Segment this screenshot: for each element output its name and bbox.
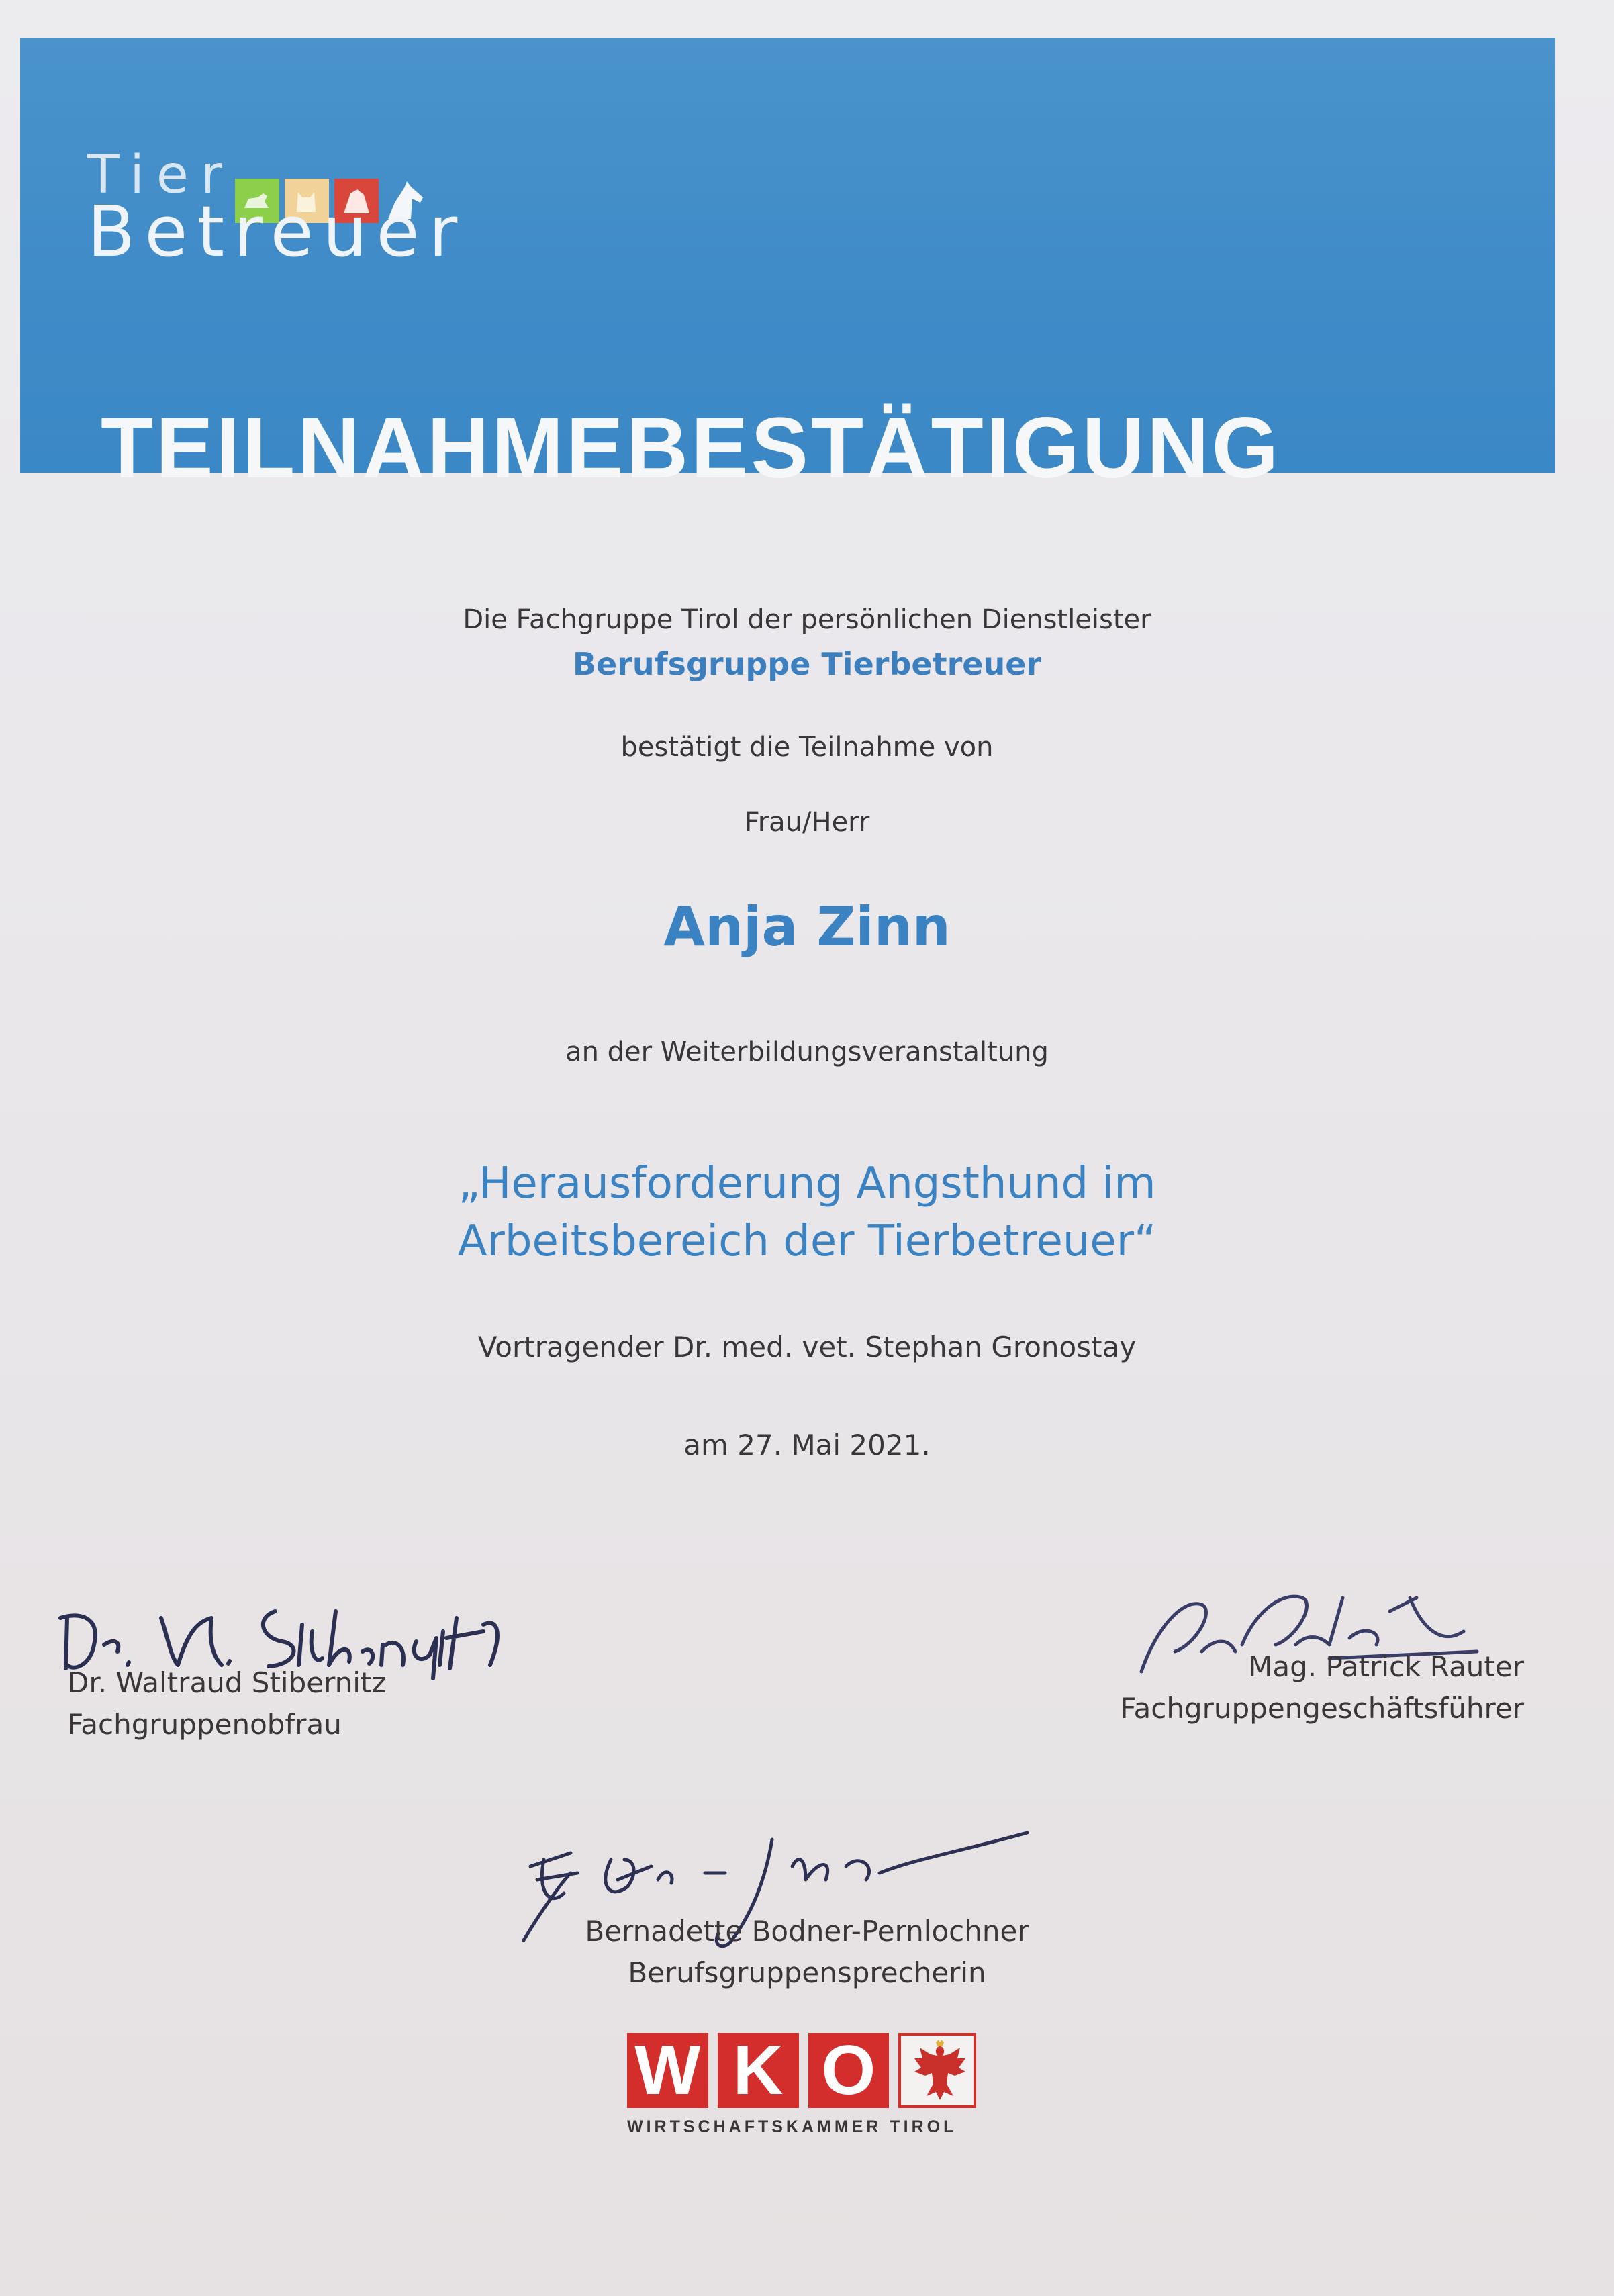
event-date: am 27. Mai 2021. — [683, 1429, 931, 1462]
wko-letter-w: W — [627, 2033, 708, 2108]
signatory-name: Bernadette Bodner-Pernlochner — [585, 1915, 1029, 1948]
speaker-text: Vortragender Dr. med. vet. Stephan Gronostay — [477, 1331, 1137, 1364]
page-title: TEILNAHMEBESTÄTIGUNG — [101, 400, 1282, 496]
wko-letter-k: K — [718, 2033, 799, 2108]
wko-letter-o: O — [808, 2033, 890, 2108]
wko-subtitle: WIRTSCHAFTSKAMMER TIROL — [627, 2117, 957, 2136]
logo-text-betreuer: Betreuer — [87, 191, 467, 273]
signatory-bodner-pernlochner — [0, 1911, 1614, 1994]
wko-letters — [627, 2033, 976, 2108]
tirol-eagle-icon — [898, 2033, 976, 2108]
signatory-rauter — [1088, 1646, 1524, 1729]
event-intro-text: an der Weiterbildungsveranstaltung — [565, 1037, 1049, 1067]
issuer-text: Die Fachgruppe Tirol der persönlichen Dienstleister — [463, 604, 1151, 635]
signatory-role: Fachgruppenobfrau — [67, 1708, 342, 1741]
header-banner — [20, 38, 1555, 496]
confirmation-text: bestätigt die Teilnahme von — [620, 732, 994, 763]
signatory-name: Dr. Waltraud Stibernitz — [67, 1666, 387, 1699]
wko-logo — [627, 2033, 976, 2167]
logo-text-tier: Tier — [87, 145, 234, 205]
group-name: Berufsgruppe Tierbetreuer — [572, 646, 1042, 682]
signatory-role: Berufsgruppensprecherin — [628, 1956, 986, 1989]
signatory-name: Mag. Patrick Rauter — [1248, 1650, 1524, 1683]
event-title-line-2: Arbeitsbereich der Tierbetreuer“ — [457, 1216, 1157, 1266]
participant-name: Anja Zinn — [663, 896, 951, 958]
salutation-text: Frau/Herr — [744, 807, 870, 838]
event-title-line-1: „Herausforderung Angsthund im — [458, 1159, 1156, 1208]
signatory-role: Fachgruppengeschäftsführer — [1120, 1692, 1524, 1725]
signatory-stibernitz — [67, 1662, 386, 1745]
